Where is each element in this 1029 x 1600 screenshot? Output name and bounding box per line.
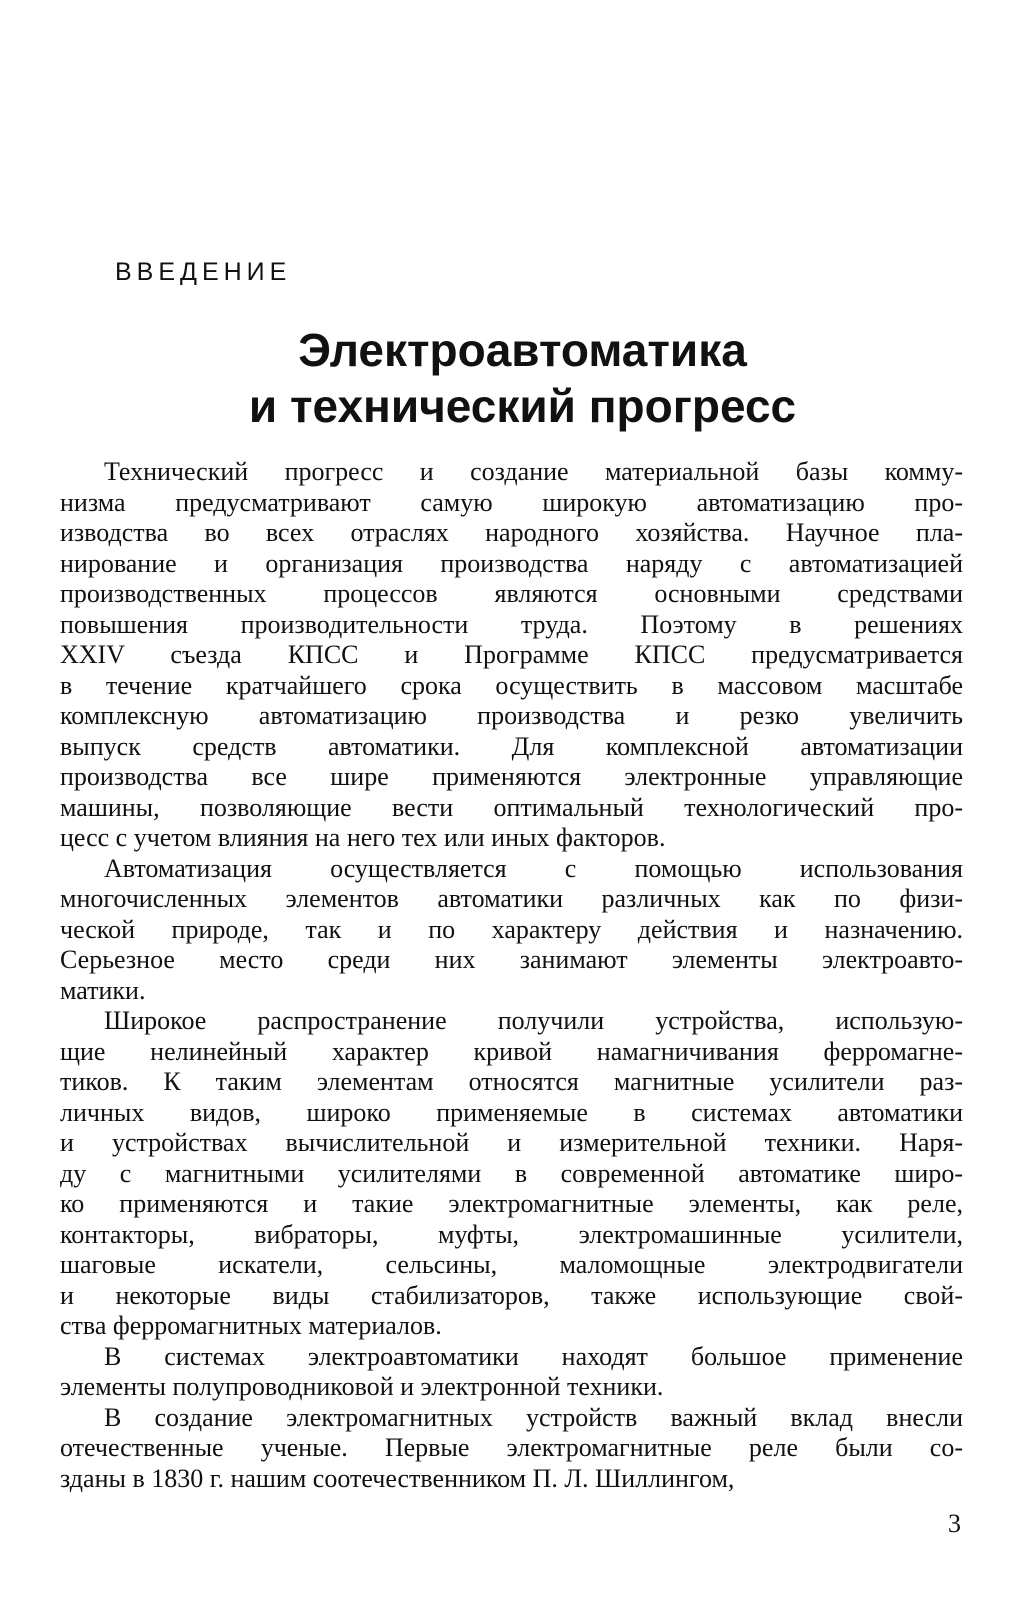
text-line: повышения производительности труда. Поэтому в решениях (60, 609, 963, 639)
text-line: матики. (60, 975, 146, 1005)
text-line: и некоторые виды стабилизаторов, также использующие свой- (60, 1280, 963, 1310)
text-line: элементы полупроводниковой и электронной техники. (60, 1372, 664, 1401)
text-line: нирование и организация производства наряду с автоматизацией (60, 548, 963, 578)
page-number: 3 (948, 1509, 961, 1538)
text-line: личных видов, широко применяемые в системах автоматики (60, 1097, 963, 1127)
text-line: ческой природе, так и по характеру действия и назначению. (60, 914, 963, 944)
body-text (60, 457, 963, 1494)
text-line: тиков. К таким элементам относятся магнитные усилители раз- (60, 1067, 963, 1096)
text-line: ду с магнитными усилителями в современной автоматике широ- (60, 1158, 963, 1188)
text-line: изводства во всех отраслях народного хозяйства. Научное пла- (60, 518, 963, 547)
text-line: В создание электромагнитных устройств важный вклад внесли (104, 1402, 963, 1432)
chapter-title-line: Электроавтоматика (298, 324, 747, 376)
text-line: щие нелинейный характер кривой намагничивания ферромагне- (60, 1036, 963, 1066)
paragraph (60, 854, 963, 1007)
text-line: Автоматизация осуществляется с помощью использования (104, 853, 963, 883)
text-line: XXIV съезда КПСС и Программе КПСС предусматривается (60, 640, 963, 669)
text-line: низма предусматривают самую широкую автоматизацию про- (60, 487, 963, 517)
text-line: контакторы, вибраторы, муфты, электромашинные усилители, (60, 1219, 963, 1249)
text-line: в течение кратчайшего срока осуществить в массовом масштабе (60, 670, 963, 700)
text-line: многочисленных элементов автоматики различных как по физи- (60, 884, 963, 913)
chapter-title (8, 322, 1029, 434)
text-line: Серьезное место среди них занимают элементы электроавто- (60, 945, 963, 974)
text-line: и устройствах вычислительной и измерительной техники. Наря- (60, 1128, 963, 1157)
text-line: выпуск средств автоматики. Для комплексной автоматизации (60, 731, 963, 761)
chapter-title-line: и технический прогресс (248, 380, 797, 432)
text-line: ства ферромагнитных материалов. (60, 1311, 442, 1340)
text-line: отечественные ученые. Первые электромагнитные реле были со- (60, 1433, 963, 1462)
text-line: зданы в 1830 г. нашим соотечественником П. Л. Шиллингом, (60, 1463, 735, 1493)
text-line: Широкое распространение получили устройства, использую- (104, 1006, 963, 1035)
section-label: ВВЕДЕНИЕ (115, 258, 292, 286)
text-line: комплексную автоматизацию производства и резко увеличить (60, 701, 963, 730)
text-line: машины, позволяющие вести оптимальный технологический про- (60, 792, 963, 822)
text-line: В системах электроавтоматики находят большое применение (104, 1341, 963, 1371)
text-line: цесс с учетом влияния на него тех или иных факторов. (60, 823, 666, 852)
paragraph (60, 457, 963, 854)
text-line: шаговые искатели, сельсины, маломощные электродвигатели (60, 1250, 963, 1279)
paragraph (60, 1403, 963, 1495)
text-line: ко применяются и такие электромагнитные элементы, как реле, (60, 1189, 963, 1218)
text-line: производственных процессов являются основными средствами (60, 579, 963, 608)
text-line: производства все шире применяются электронные управляющие (60, 762, 963, 791)
paragraph (60, 1006, 963, 1342)
paragraph (60, 1342, 963, 1403)
text-line: Технический прогресс и создание материальной базы комму- (104, 457, 963, 486)
